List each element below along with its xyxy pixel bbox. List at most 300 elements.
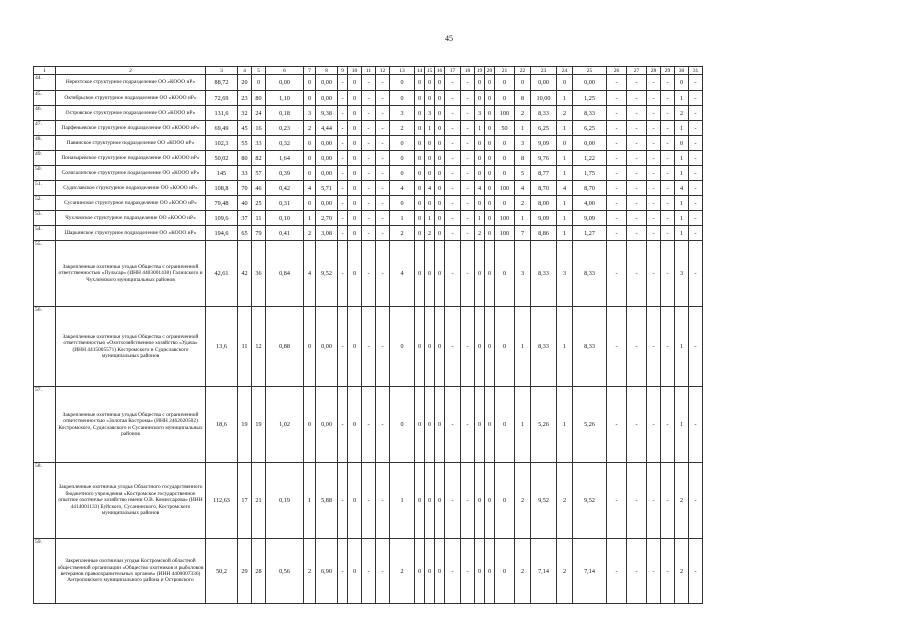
table-cell: 0	[304, 196, 316, 211]
table-cell: 100	[495, 226, 515, 241]
table-cell: 33	[252, 136, 266, 151]
table-cell: 80	[252, 91, 266, 106]
table-cell: 11	[238, 307, 252, 387]
row-name-cell: Шарьинское структурное подразделение ОО «КООО иР»	[56, 226, 206, 241]
table-cell: -	[647, 241, 661, 307]
table-cell: 0	[485, 136, 495, 151]
table-row	[34, 75, 703, 91]
table-cell: 3	[675, 241, 689, 307]
table-cell: 0	[495, 463, 515, 539]
table-cell: 0	[475, 91, 485, 106]
table-cell: -	[647, 463, 661, 539]
table-cell: 20	[238, 75, 252, 91]
table-cell: -	[338, 136, 348, 151]
table-cell: -	[461, 136, 475, 151]
table-cell: 8,70	[573, 181, 607, 196]
table-cell: -	[661, 387, 675, 463]
table-row	[34, 106, 703, 121]
table-cell: 0	[435, 226, 445, 241]
table-cell: -	[445, 136, 461, 151]
header-cell: 23	[531, 67, 557, 75]
row-name-cell: Чухломское структурное подразделение ОО «КООО иР»	[56, 211, 206, 226]
table-cell: 1	[515, 387, 531, 463]
table-cell: 4	[304, 181, 316, 196]
table-cell: 0	[495, 166, 515, 181]
table-cell: -	[647, 75, 661, 91]
table-cell: -	[461, 166, 475, 181]
header-cell: 15	[425, 67, 435, 75]
table-cell: -	[461, 106, 475, 121]
table-cell: -	[362, 196, 376, 211]
table-cell: -	[607, 91, 627, 106]
table-cell: 1	[557, 151, 573, 166]
table-cell: -	[627, 226, 647, 241]
table-cell: -	[661, 136, 675, 151]
table-cell: 0	[435, 106, 445, 121]
table-cell: 4	[515, 181, 531, 196]
table-cell: 108,8	[206, 181, 238, 196]
table-cell: 88,72	[206, 75, 238, 91]
table-cell: -	[607, 166, 627, 181]
table-cell: -	[445, 387, 461, 463]
table-cell: -	[376, 241, 390, 307]
header-cell: 2	[56, 67, 206, 75]
table-cell: 0,00	[531, 75, 557, 91]
table-cell: 0	[415, 226, 425, 241]
table-cell: 4	[425, 181, 435, 196]
table-cell: -	[338, 539, 348, 604]
table-cell: 13,6	[206, 307, 238, 387]
header-cell: 17	[445, 67, 461, 75]
table-cell: 0	[390, 166, 415, 181]
table-cell: -	[376, 463, 390, 539]
table-cell: 4	[390, 241, 415, 307]
table-cell: 9,09	[573, 211, 607, 226]
table-cell: 0	[304, 166, 316, 181]
table-cell: 17	[238, 463, 252, 539]
table-cell: -	[607, 211, 627, 226]
table-cell: -	[338, 226, 348, 241]
row-number-cell: 57.	[34, 387, 56, 463]
table-cell: 0	[485, 75, 495, 91]
table-cell: 7,14	[573, 539, 607, 604]
table-cell: -	[376, 166, 390, 181]
table-cell: 0,56	[266, 539, 304, 604]
table-cell: 0	[425, 166, 435, 181]
table-cell: 0,31	[266, 196, 304, 211]
table-cell: 0	[415, 539, 425, 604]
table-cell: 0	[485, 463, 495, 539]
table-cell: -	[362, 307, 376, 387]
table-cell: 2	[675, 106, 689, 121]
table-cell: 8,33	[573, 241, 607, 307]
table-cell: 0	[475, 196, 485, 211]
table-cell: -	[338, 151, 348, 166]
table-cell: 1	[557, 121, 573, 136]
header-cell: 29	[661, 67, 675, 75]
table-cell: -	[647, 307, 661, 387]
row-name-cell: Павинское структурное подразделение ОО «КООО иР»	[56, 136, 206, 151]
table-cell: 1	[675, 121, 689, 136]
table-cell: -	[445, 91, 461, 106]
table-cell: 0	[415, 106, 425, 121]
header-cell: 28	[647, 67, 661, 75]
table-cell: 18,6	[206, 387, 238, 463]
table-cell: 0	[485, 387, 495, 463]
row-number-cell: 55.	[34, 241, 56, 307]
table-cell: 0	[485, 241, 495, 307]
row-name-cell: Сусанинское структурное подразделение ОО «КООО иР»	[56, 196, 206, 211]
header-row	[34, 67, 703, 75]
table-cell: 9,09	[531, 211, 557, 226]
table-cell: 2	[390, 226, 415, 241]
table-cell: 0	[348, 539, 362, 604]
table-cell: 33	[238, 166, 252, 181]
table-cell: -	[362, 151, 376, 166]
table-cell: -	[689, 121, 703, 136]
table-row	[34, 196, 703, 211]
table-cell: -	[362, 241, 376, 307]
row-number-cell: 54.	[34, 226, 56, 241]
table-cell: -	[647, 166, 661, 181]
table-cell: -	[461, 91, 475, 106]
table-cell: -	[338, 307, 348, 387]
table-cell: -	[661, 166, 675, 181]
table-cell: 29	[238, 539, 252, 604]
table-cell: 9,52	[316, 241, 338, 307]
table-cell: -	[445, 241, 461, 307]
table-cell: -	[661, 181, 675, 196]
table-cell: 2	[304, 121, 316, 136]
table-cell: 0,88	[266, 307, 304, 387]
table-cell: 0	[425, 387, 435, 463]
table-cell: -	[627, 136, 647, 151]
table-cell: 112,63	[206, 463, 238, 539]
table-cell: 9,52	[531, 463, 557, 539]
table-cell: -	[445, 106, 461, 121]
table-row	[34, 539, 703, 604]
table-cell: 1	[304, 211, 316, 226]
table-row	[34, 166, 703, 181]
table-cell: 0	[515, 75, 531, 91]
table-cell: 0	[435, 75, 445, 91]
table-cell: 19	[238, 387, 252, 463]
table-cell: 0	[475, 151, 485, 166]
table-row	[34, 121, 703, 136]
table-cell: 8,77	[531, 166, 557, 181]
table-cell: 2	[304, 539, 316, 604]
table-cell: 3	[304, 106, 316, 121]
row-number-cell: 51.	[34, 181, 56, 196]
table-cell: 0	[348, 151, 362, 166]
table-cell: 46	[252, 181, 266, 196]
table-cell: 0	[435, 196, 445, 211]
table-cell: 32	[238, 106, 252, 121]
table-cell: 0,84	[266, 241, 304, 307]
table-cell: -	[627, 307, 647, 387]
header-cell: 8	[316, 67, 338, 75]
table-cell: 8,33	[531, 307, 557, 387]
table-cell: 0	[425, 75, 435, 91]
table-cell: 1	[304, 463, 316, 539]
table-row	[34, 241, 703, 307]
table-cell: 0	[348, 91, 362, 106]
table-cell: -	[376, 196, 390, 211]
table-row	[34, 211, 703, 226]
table-cell: -	[689, 387, 703, 463]
table-cell: 2	[515, 106, 531, 121]
row-name-cell: Парфеньевское структурное подразделение ОО «КООО иР»	[56, 121, 206, 136]
table-cell: 0	[475, 539, 485, 604]
header-cell: 12	[376, 67, 390, 75]
table-cell: 11	[252, 211, 266, 226]
table-cell: -	[461, 307, 475, 387]
table-cell: -	[338, 121, 348, 136]
table-cell: 0	[390, 196, 415, 211]
header-cell: 4	[238, 67, 252, 75]
table-cell: 0	[425, 539, 435, 604]
table-cell: 36	[252, 241, 266, 307]
table-cell: 0	[415, 151, 425, 166]
table-cell: 82	[252, 151, 266, 166]
table-cell: -	[689, 181, 703, 196]
table-cell: 0	[304, 307, 316, 387]
table-cell: -	[647, 136, 661, 151]
table-cell: -	[689, 463, 703, 539]
table-cell: -	[627, 181, 647, 196]
table-cell: -	[338, 75, 348, 91]
table-cell: 0	[348, 196, 362, 211]
table-cell: -	[607, 307, 627, 387]
table-cell: -	[661, 241, 675, 307]
table-cell: 1	[675, 387, 689, 463]
table-cell: -	[689, 226, 703, 241]
table-cell: -	[338, 196, 348, 211]
table-cell: -	[627, 151, 647, 166]
data-table	[33, 66, 703, 604]
table-cell: -	[376, 387, 390, 463]
table-cell: -	[376, 121, 390, 136]
table-cell: 79,48	[206, 196, 238, 211]
table-cell: -	[661, 75, 675, 91]
table-cell: -	[647, 106, 661, 121]
table-cell: 50	[495, 121, 515, 136]
table-cell: 4,00	[573, 196, 607, 211]
table-cell: 8	[515, 151, 531, 166]
table-cell: 7	[515, 226, 531, 241]
table-cell: 0	[415, 196, 425, 211]
table-cell: 2	[675, 463, 689, 539]
table-cell: -	[376, 91, 390, 106]
table-cell: -	[445, 226, 461, 241]
table-cell: 2	[390, 539, 415, 604]
table-cell: 1	[675, 166, 689, 181]
table-cell: -	[607, 241, 627, 307]
header-cell: 25	[573, 67, 607, 75]
table-cell: -	[376, 307, 390, 387]
table-cell: -	[362, 181, 376, 196]
table-cell: -	[689, 91, 703, 106]
table-cell: 2	[515, 196, 531, 211]
table-cell: 0	[304, 151, 316, 166]
table-cell: 2	[304, 226, 316, 241]
table-cell: 0	[485, 166, 495, 181]
table-cell: 9,76	[531, 151, 557, 166]
page-number: 45	[445, 34, 453, 43]
table-cell: 9,38	[316, 106, 338, 121]
table-cell: 3	[390, 106, 415, 121]
table-cell: 0	[495, 241, 515, 307]
table-cell: 0	[390, 91, 415, 106]
table-cell: -	[607, 196, 627, 211]
header-cell: 24	[557, 67, 573, 75]
table-cell: 8,33	[573, 307, 607, 387]
table-cell: -	[461, 211, 475, 226]
table-cell: 0,39	[266, 166, 304, 181]
table-cell: 1	[390, 211, 415, 226]
row-number-cell: 50.	[34, 166, 56, 181]
table-cell: 0	[435, 387, 445, 463]
table-cell: 0	[475, 241, 485, 307]
table-cell: 0	[390, 75, 415, 91]
header-cell: 3	[206, 67, 238, 75]
table-cell: 79	[252, 226, 266, 241]
table-cell: 57	[252, 166, 266, 181]
table-cell: 1	[557, 91, 573, 106]
table-cell: -	[461, 226, 475, 241]
table-cell: 25	[252, 196, 266, 211]
table-cell: 1,02	[266, 387, 304, 463]
table-cell: -	[647, 387, 661, 463]
table-cell: 1	[557, 211, 573, 226]
table-cell: 2	[390, 121, 415, 136]
table-cell: 1,64	[266, 151, 304, 166]
table-cell: 5,26	[573, 387, 607, 463]
table-cell: 0,00	[316, 166, 338, 181]
row-name-cell: Закрепленные охотничьи угодья Областного государственного бюджетного учреждения «Костромское государственное опытное охотничье хозяйство имени О.В. Комиссарова» (ИНН 4414001133) Буйского, Сусанинского, Костромского муниципальных районов	[56, 463, 206, 539]
row-name-cell: Закрепленные охотничьи угодья Общества с ограниченной ответственностью «Пульсар» (ИНН 4403001438) Галичского и Чухломского муниципальных районов	[56, 241, 206, 307]
table-cell: 0	[435, 91, 445, 106]
row-name-cell: Солигаличское структурное подразделение ОО «КООО иР»	[56, 166, 206, 181]
table-cell: 0	[425, 463, 435, 539]
table-row	[34, 463, 703, 539]
table-cell: 0	[425, 241, 435, 307]
table-cell: -	[338, 181, 348, 196]
row-name-cell: Нерехтское структурное подразделение ОО «КООО иР»	[56, 75, 206, 91]
table-cell: 0,10	[266, 211, 304, 226]
table-cell: 1	[675, 196, 689, 211]
table-cell: 8,00	[531, 196, 557, 211]
table-cell: 8,33	[531, 241, 557, 307]
table-cell: 1	[675, 91, 689, 106]
table-cell: 8	[515, 91, 531, 106]
table-cell: -	[607, 136, 627, 151]
table-cell: -	[445, 211, 461, 226]
table-cell: 0	[348, 136, 362, 151]
table-cell: 0	[415, 166, 425, 181]
table-cell: 1	[475, 121, 485, 136]
table-cell: 24	[252, 106, 266, 121]
table-cell: -	[627, 91, 647, 106]
table-cell: -	[627, 387, 647, 463]
table-cell: 2	[557, 463, 573, 539]
table-cell: -	[445, 196, 461, 211]
table-cell: 109,6	[206, 211, 238, 226]
table-cell: 2	[515, 539, 531, 604]
table-row	[34, 387, 703, 463]
table-cell: 3	[475, 106, 485, 121]
table-cell: 0	[415, 121, 425, 136]
row-name-cell: Поназыревское структурное подразделение ОО «КООО иР»	[56, 151, 206, 166]
table-cell: 0	[675, 136, 689, 151]
row-number-cell: 44.	[34, 75, 56, 91]
table-cell: -	[647, 211, 661, 226]
header-cell: 16	[435, 67, 445, 75]
table-cell: -	[362, 121, 376, 136]
table-cell: -	[647, 121, 661, 136]
header-cell: 11	[362, 67, 376, 75]
table-cell: 4	[304, 241, 316, 307]
table-cell: 1	[390, 463, 415, 539]
table-cell: -	[627, 241, 647, 307]
table-cell: -	[362, 106, 376, 121]
table-cell: -	[627, 463, 647, 539]
table-cell: 0,00	[573, 75, 607, 91]
table-cell: -	[445, 463, 461, 539]
table-cell: 0,41	[266, 226, 304, 241]
table-cell: 72,69	[206, 91, 238, 106]
table-cell: 0	[435, 166, 445, 181]
table-cell: 0	[348, 211, 362, 226]
table-cell: -	[362, 463, 376, 539]
row-name-cell: Островское структурное подразделение ОО «КООО иР»	[56, 106, 206, 121]
table-cell: 0	[485, 307, 495, 387]
table-cell: 0	[415, 307, 425, 387]
table-cell: 0	[475, 166, 485, 181]
table-cell: 0	[435, 181, 445, 196]
table-row	[34, 226, 703, 241]
table-cell: 5	[515, 166, 531, 181]
table-cell: 131,6	[206, 106, 238, 121]
table-cell: 37	[238, 211, 252, 226]
table-cell: 23	[238, 91, 252, 106]
table-cell: 1,75	[573, 166, 607, 181]
table-cell: -	[607, 463, 627, 539]
table-cell: -	[362, 387, 376, 463]
table-cell: 6,25	[573, 121, 607, 136]
table-cell: -	[461, 463, 475, 539]
table-cell: 145	[206, 166, 238, 181]
header-cell: 5	[252, 67, 266, 75]
table-cell: -	[661, 211, 675, 226]
table-cell: 42,61	[206, 241, 238, 307]
table-cell: 0	[435, 241, 445, 307]
table-cell: 0	[415, 463, 425, 539]
table-cell: 6,90	[316, 539, 338, 604]
table-cell: 9,52	[573, 463, 607, 539]
table-cell: -	[647, 196, 661, 211]
table-cell: -	[661, 226, 675, 241]
table-row	[34, 151, 703, 166]
table-cell: 0,00	[316, 91, 338, 106]
table-cell: 0	[485, 211, 495, 226]
table-cell: -	[362, 91, 376, 106]
table-cell: 0	[485, 121, 495, 136]
table-cell: 70	[238, 181, 252, 196]
table-cell: 42	[238, 241, 252, 307]
table-row	[34, 307, 703, 387]
table-cell: 0	[495, 151, 515, 166]
